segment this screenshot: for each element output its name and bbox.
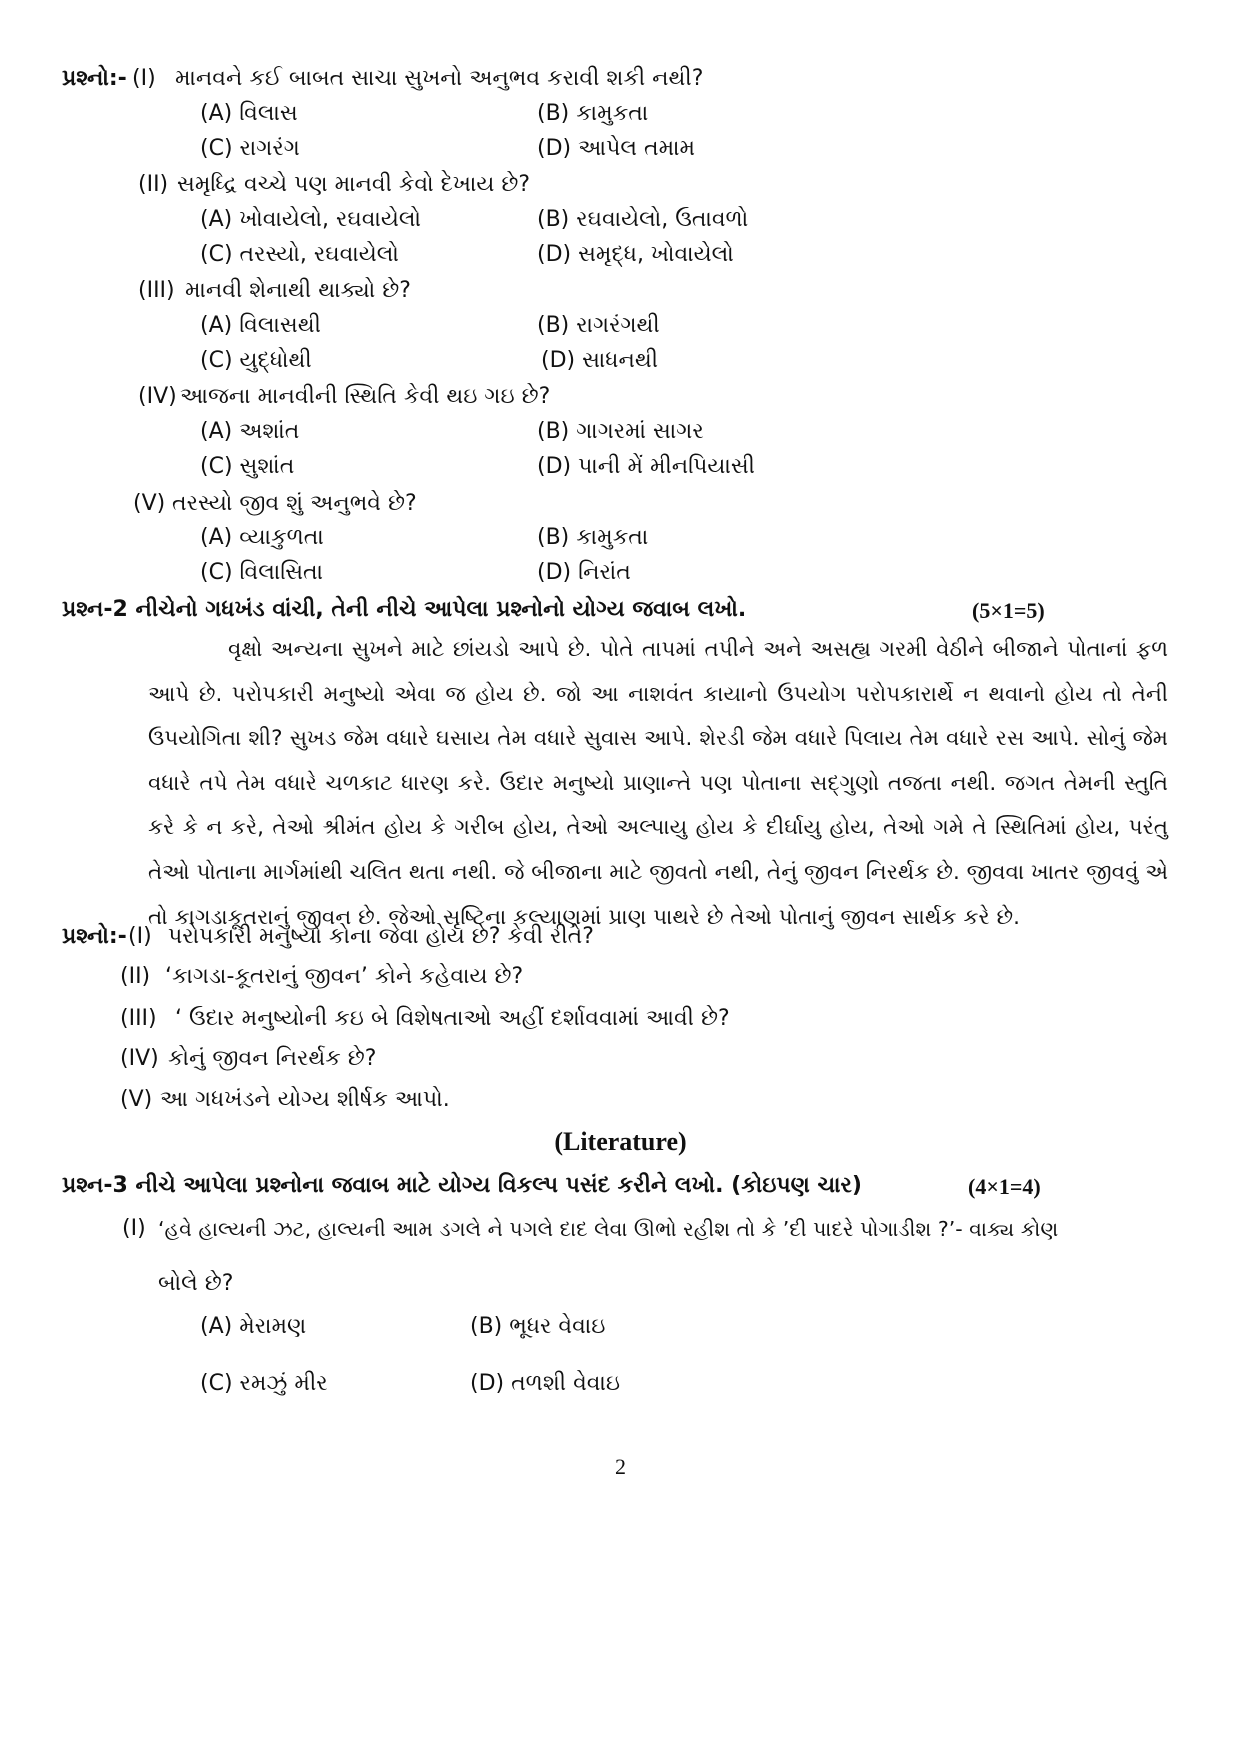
section-title: (Literature) [554,1127,687,1156]
question-number: (II) [138,172,169,197]
question-3-heading: પ્રશ્ન-3 નીચે આપેલા પ્રશ્નોના જવાબ માટે યોગ્ય વિકલ્પ પસંદ કરીને લખો. (કોઇપણ ચાર) [62,1173,862,1198]
question-text: માનવને કઈ બાબત સાચા સુખનો અનુભવ કરાવી શકી નથી? [175,66,704,91]
option: (D) તળશી વેવાઇ [470,1371,621,1396]
question-number: (I) [122,1216,146,1241]
page-number: 2 [615,1454,626,1479]
option: (A) વ્યાકુળતા [200,525,324,550]
question-text: આ ગધખંડને યોગ્ય શીર્ષક આપો. [160,1087,450,1112]
option: (D) સાધનથી [541,348,659,373]
question-number: (II) [120,964,151,989]
option: (A) મેરામણ [200,1314,307,1339]
question-text: આજના માનવીની સ્થિતિ કેવી થઇ ગઇ છે? [180,384,551,409]
option: (B) કામુકતા [537,101,649,126]
question-text: ‘કાગડા-કૂતરાનું જીવન’ કોને કહેવાય છે? [165,964,524,989]
question-text: ‘ ઉદાર મનુષ્યોની કઇ બે વિશેષતાઓ અહીં દર્શાવવામાં આવી છે? [175,1006,730,1031]
question-number: (IV) [138,384,177,409]
option: (C) રમઝું મીર [200,1371,328,1396]
option: (C) વિલાસિતા [200,560,323,585]
question-number: (III) [120,1006,157,1031]
option: (C) યુદ્ધોથી [200,348,312,373]
question-text-continued: બોલે છે? [158,1271,234,1296]
question-number: (V) [133,491,166,516]
option: (A) વિલાસથી [200,313,321,338]
questions-label: પ્રશ્નો:- [62,924,127,949]
question-text: ‘હવે હાલ્યની ઝટ, હાલ્યની આમ ડગલે ને પગલે દાદ લેવા ઊભો રહીશ તો કે ’દી પાદરે પોગાડીશ ?’- વાક્ય કોણ [158,1217,1059,1241]
option: (B) રઘવાયેલો, ઉતાવળો [537,207,749,232]
question-text: માનવી શેનાથી થાક્યો છે? [185,278,411,303]
question-2-heading: પ્રશ્ન-2 નીચેનો ગધખંડ વાંચી, તેની નીચે આપેલા પ્રશ્નોનો યોગ્ય જવાબ લખો. [62,597,747,622]
option: (D) પાની મેં મીનપિયાસી [537,454,755,479]
question-text: તરસ્યો જીવ શું અનુભવે છે? [172,491,417,516]
option: (A) અશાંત [200,419,300,444]
question-text: સમૃધ્દ્રિ વચ્ચે પણ માનવી કેવો દેખાય છે? [177,172,531,197]
question-number: (III) [138,278,175,303]
option: (C) સુશાંત [200,454,295,479]
option: (A) ખોવાયેલો, રઘવાયેલો [200,207,422,232]
questions-label: પ્રશ્નો:- [62,66,127,91]
option: (A) વિલાસ [200,101,298,126]
option: (D) સમૃદ્ધ, ખોવાયેલો [537,242,734,267]
option: (D) આપેલ તમામ [537,136,696,161]
question-number: (I) [132,66,156,91]
question-text: પરોપકારી મનુષ્યો કોના જેવા હોય છે? કેવી રીતે? [168,924,594,949]
question-text: કોનું જીવન નિરર્થક છે? [168,1046,377,1071]
option: (C) તરસ્યો, રઘવાયેલો [200,242,399,267]
question-number: (V) [120,1087,153,1112]
reading-passage: વૃક્ષો અન્યના સુખને માટે છાંયડો આપે છે. પોતે તાપમાં તપીને અને અસહ્ય ગરમી વેઠીને બીજાને પોતાનાં ફળ આપે છે. પરોપકારી મનુષ્યો એવા જ હોય છે. જો આ નાશવંત કાયાનો ઉપયોગ પરોપકારાર્થે ન થવાનો હોય તો તેની ઉપયોગિતા શી? સુખડ જેમ વધારે ઘસાય તેમ વધારે સુવાસ આપે. શેરડી જેમ વધારે પિલાય તેમ વધારે રસ આપે. સોનું જેમ વધારે તપે તેમ વધારે ચળકાટ ધારણ કરે. ઉદાર મનુષ્યો પ્રાણાન્તે પણ પોતાના સદ્ગુણો તજતા નથી. જગત તેમની સ્તુતિ કરે કે ન કરે, તેઓ શ્રીમંત હોય કે ગરીબ હોય, તેઓ અલ્પાયુ હોય કે દીર્ઘાયુ હોય, તેઓ ગમે તે સ્થિતિમાં હોય, પરંતુ તેઓ પોતાના માર્ગમાંથી ચલિત થતા નથી. જે બીજાના માટે જીવતો નથી, તેનું જીવન નિરર્થક છે. જીવવા ખાતર જીવવું એ તો કાગડાકૂતરાનું જીવન છે. જેઓ સૃષ્ટિના કલ્યાણમાં પ્રાણ પાથરે છે તેઓ પોતાનું જીવન સાર્થક કરે છે. [148,637,1168,930]
question-2-marks: (5×1=5) [972,598,1045,623]
option: (B) ગાગરમાં સાગર [537,419,704,444]
option: (D) નિરાંત [537,560,631,585]
question-number: (I) [128,924,152,949]
question-number: (IV) [120,1046,159,1071]
option: (B) ભૂધર વેવાઇ [470,1314,606,1339]
option: (C) રાગરંગ [200,136,300,161]
option: (B) રાગરંગથી [537,313,660,338]
option: (B) કામુકતા [537,525,649,550]
question-3-marks: (4×1=4) [968,1174,1041,1199]
